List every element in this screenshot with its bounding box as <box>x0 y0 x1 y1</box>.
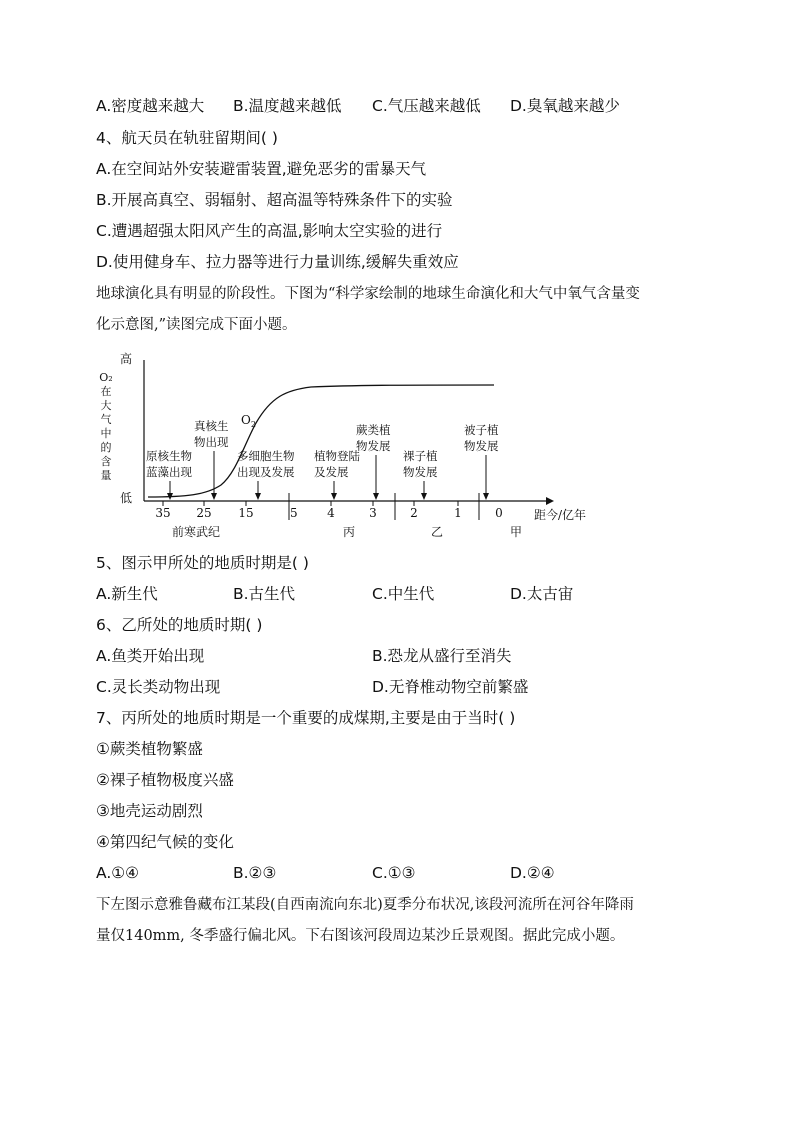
q5-option-c: C.中生代 <box>372 585 435 603</box>
x-tick-label: 0 <box>495 506 503 520</box>
x-tick-label: 25 <box>196 506 212 520</box>
y-axis-title <box>99 371 112 482</box>
q7-option-c: C.①③ <box>372 864 416 882</box>
x-axis-arrow <box>546 497 554 505</box>
q4-stem: 4、航天员在轨驻留期间( ) <box>96 129 278 147</box>
event-label: 多细胞生物出现及发展 <box>237 449 295 479</box>
q3-option-b: B.温度越来越低 <box>233 97 342 115</box>
q7-option-b: B.②③ <box>233 864 277 882</box>
event-label: 原核生物蓝藻出现 <box>146 449 192 479</box>
x-tick-label: 15 <box>238 506 254 520</box>
q6-option-b: B.恐龙从盛行至消失 <box>372 647 512 665</box>
y-axis-char: 量 <box>100 469 112 482</box>
x-tick-label: 2 <box>410 506 418 520</box>
q7-item-4: ④第四纪气候的变化 <box>96 833 234 851</box>
event-arrowhead <box>373 493 379 500</box>
era-label: 甲 <box>509 525 523 539</box>
y-axis-char: 的 <box>100 441 112 454</box>
y-axis-char: 在 <box>100 385 112 398</box>
q4-option-b: B.开展高真空、弱辐射、超高温等特殊条件下的实验 <box>96 191 453 209</box>
event-label: 植物登陆及发展 <box>314 449 360 479</box>
q7-option-a: A.①④ <box>96 864 140 882</box>
event-arrowhead <box>331 493 337 500</box>
q3-option-c: C.气压越来越低 <box>372 97 481 115</box>
era-label: 前寒武纪 <box>171 525 221 539</box>
y-axis-char: O₂ <box>99 371 113 384</box>
y-axis-char: 含 <box>100 455 112 468</box>
y-axis-char: 大 <box>100 399 112 412</box>
q6-option-d: D.无脊椎动物空前繁盛 <box>372 678 529 696</box>
x-tick-label: 1 <box>454 506 462 520</box>
x-tick-label: 35 <box>155 506 171 520</box>
x-tick-label: 5 <box>290 506 298 520</box>
q7-item-3: ③地壳运动剧烈 <box>96 802 203 820</box>
q6-option-c: C.灵长类动物出现 <box>96 678 221 696</box>
event-arrowhead <box>421 493 427 500</box>
y-axis-high-label: 高 <box>119 352 133 366</box>
x-axis-unit: 距今/亿年 <box>534 508 587 522</box>
intro2-line1: 下左图示意雅鲁藏布江某段(自西南流向东北)夏季分布状况,该段河流所在河谷年降雨 <box>96 897 634 913</box>
q5-option-d: D.太古宙 <box>510 585 574 603</box>
era-label: 乙 <box>430 525 444 539</box>
q5-option-a: A.新生代 <box>96 585 158 603</box>
event-arrowhead <box>211 493 217 500</box>
era-label: 丙 <box>342 525 356 539</box>
y-axis-char: 气 <box>100 413 112 426</box>
y-axis-low-label: 低 <box>119 491 133 505</box>
q3-option-a: A.密度越来越大 <box>96 97 205 115</box>
event-arrowhead <box>255 493 261 500</box>
q3-option-d: D.臭氧越来越少 <box>510 97 620 115</box>
intro2-line2: 量仅140mm, 冬季盛行偏北风。下右图该河段周边某沙丘景观图。据此完成小题。 <box>96 928 625 944</box>
event-label: 裸子植物发展 <box>403 449 438 479</box>
q7-option-d: D.②④ <box>510 864 555 882</box>
event-label: 被子植物发展 <box>464 423 499 453</box>
q5-option-b: B.古生代 <box>233 585 296 603</box>
event-arrowhead <box>483 493 489 500</box>
q6-option-a: A.鱼类开始出现 <box>96 647 205 665</box>
event-label: 蕨类植物发展 <box>356 423 391 453</box>
q6-stem: 6、乙所处的地质时期( ) <box>96 616 263 634</box>
q5-stem: 5、图示甲所处的地质时期是( ) <box>96 554 309 572</box>
q7-item-2: ②裸子植物极度兴盛 <box>96 771 234 789</box>
y-axis-char: 中 <box>100 427 112 440</box>
x-tick-label: 4 <box>327 506 335 520</box>
q7-item-1: ①蕨类植物繁盛 <box>96 740 203 758</box>
oxygen-curve-label: $O_2$ <box>241 413 256 429</box>
intro1-line2: 化示意图,”读图完成下面小题。 <box>96 317 297 333</box>
q7-stem: 7、丙所处的地质时期是一个重要的成煤期,主要是由于当时( ) <box>96 709 516 727</box>
q4-option-a: A.在空间站外安装避雷装置,避免恶劣的雷暴天气 <box>96 160 427 178</box>
event-label: 真核生物出现 <box>194 419 229 449</box>
oxygen-life-evolution-figure <box>96 345 596 545</box>
x-tick-label: 3 <box>369 506 377 520</box>
q4-option-d: D.使用健身车、拉力器等进行力量训练,缓解失重效应 <box>96 253 459 271</box>
intro1-line1: 地球演化具有明显的阶段性。下图为“科学家绘制的地球生命演化和大气中氧气含量变 <box>96 286 640 302</box>
q4-option-c: C.遭遇超强太阳风产生的高温,影响太空实验的进行 <box>96 222 443 240</box>
